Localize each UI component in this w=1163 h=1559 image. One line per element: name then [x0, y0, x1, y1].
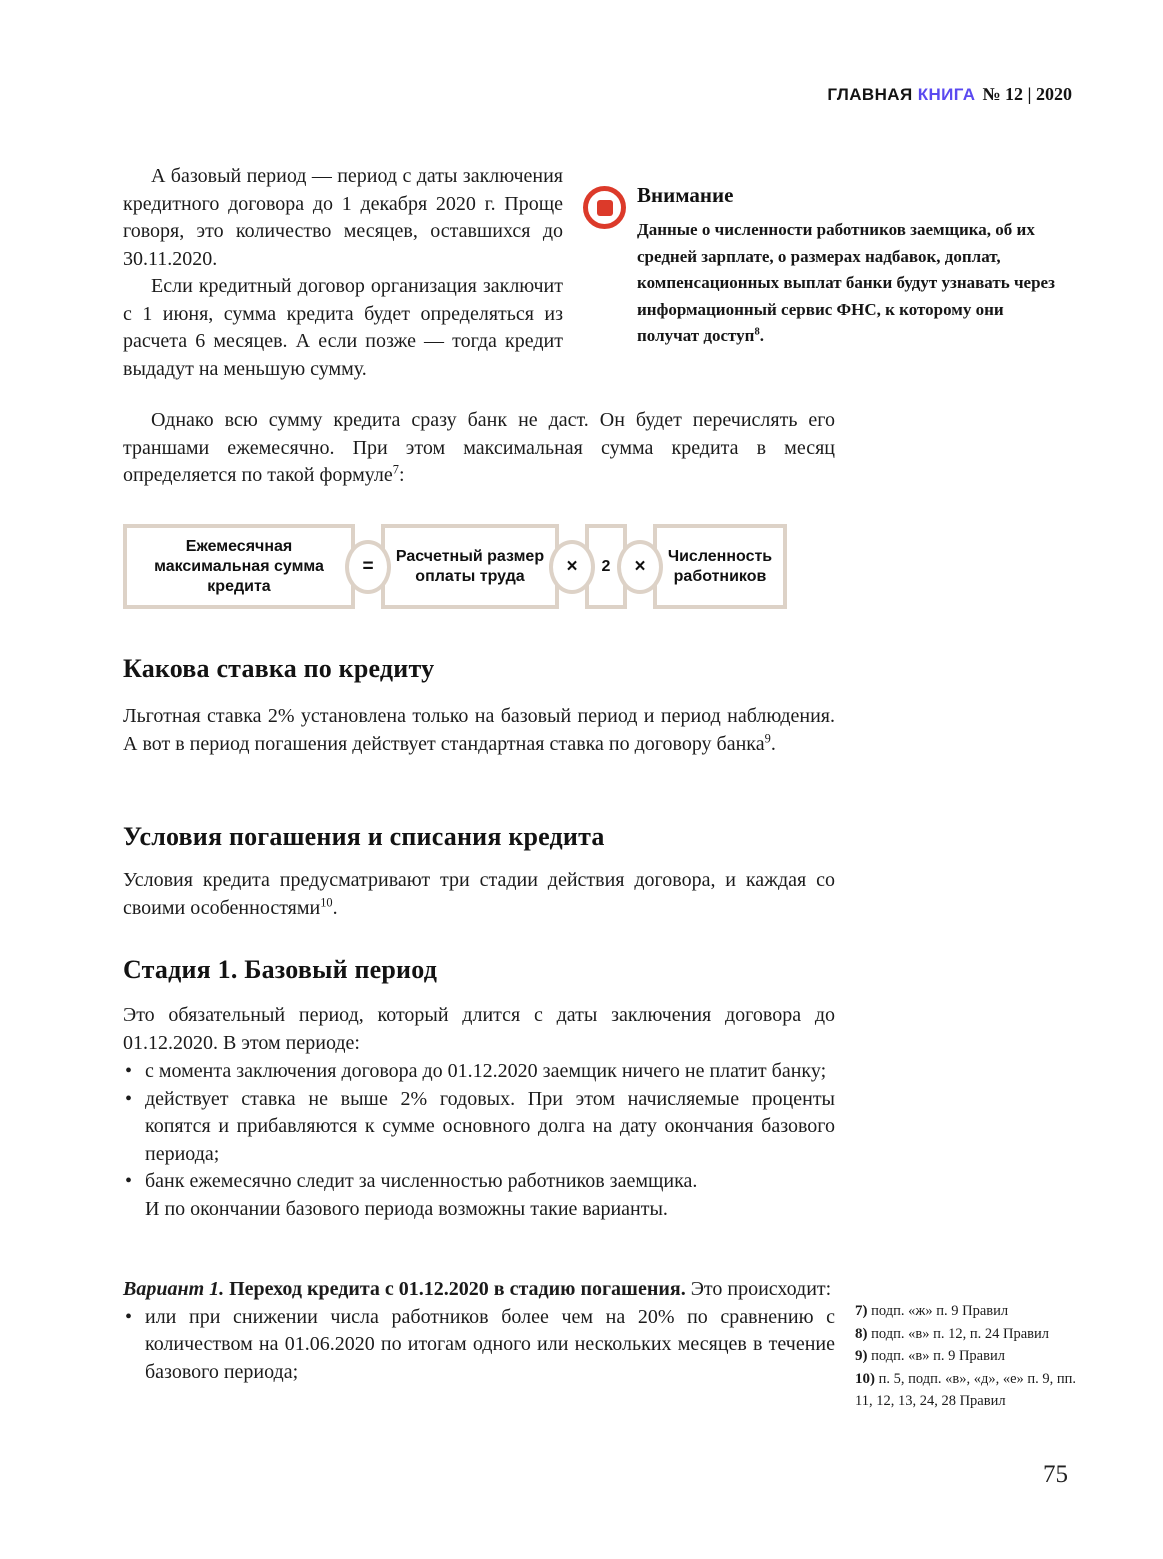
- variant1-title: Переход кредита с 01.12.2020 в стадию погашения.: [224, 1278, 686, 1300]
- bullet-item: [123, 1086, 835, 1169]
- masthead-brand-accent: КНИГА: [917, 85, 976, 104]
- bullet-tail-text: И по окончании базового периода возможны такие варианты.: [145, 1197, 668, 1220]
- heading-terms: Условия погашения и списания кредита: [123, 822, 605, 851]
- formula-box-headcount: Численность работников: [653, 524, 787, 609]
- footnotes: [855, 1300, 1090, 1413]
- intro-paragraph-2: Если кредитный договор организация заключит с 1 июня, сумма кредита будет определяться из расчета 6 месяцев. А если позже — тогда кредит выдадут на меньшую сумму.: [123, 275, 563, 380]
- formula-box-result: Ежемесячная максимальная сумма кредита: [123, 524, 355, 609]
- footnote-text: подп. «в» п. 9 Правил: [867, 1348, 1005, 1364]
- heading-stage1: Стадия 1. Базовый период: [123, 955, 438, 984]
- bullet-tail: [123, 1196, 835, 1224]
- attention-title: Внимание: [637, 183, 734, 207]
- bullet-icon: •: [125, 1060, 133, 1082]
- attention-body: [637, 217, 1061, 350]
- intro-paragraph-1: А базовый период — период с даты заключения кредитного договора до 1 декабря 2020 г. Проще говоря, это количество месяцев, оставшихся до 30.11.2020.: [123, 165, 563, 270]
- footnote-number: 8): [855, 1325, 868, 1342]
- attention-content: [637, 183, 1061, 350]
- footnote-text: п. 5, подп. «в», «д», «е» п. 9, пп. 11, 12, 13, 24, 28 Правил: [855, 1370, 1077, 1409]
- equals-icon: =: [345, 540, 391, 594]
- bullet-item: [123, 1058, 835, 1086]
- bullet-text: с момента заключения договора до 01.12.2020 заемщик ничего не платит банку;: [145, 1060, 827, 1082]
- formula-box-pay-size: Расчетный размер оплаты труда: [381, 524, 559, 609]
- footnote-number: 9): [855, 1348, 868, 1364]
- footnote-ref-10: 10: [320, 894, 333, 909]
- heading-rate: Какова ставка по кредиту: [123, 654, 435, 683]
- footnote-10: [855, 1368, 1090, 1413]
- footnote-text: подп. «ж» п. 9 Правил: [867, 1303, 1009, 1319]
- variant1-lead-text: Это происходит:: [685, 1278, 832, 1300]
- multiply-icon-2: ×: [617, 540, 663, 594]
- attention-icon: [583, 186, 626, 229]
- multiply-icon-1: ×: [549, 540, 595, 594]
- rate-paragraph-text: Льготная ставка 2% установлена только на базовый период и период наблюдения. А вот в период погашения действует стандартная ставка по договору банка: [123, 705, 835, 755]
- rate-paragraph-tail: .: [770, 732, 776, 755]
- lead-paragraph: [123, 407, 835, 490]
- attention-note: [583, 183, 1061, 350]
- variant1-label: Вариант 1.: [123, 1278, 225, 1300]
- credit-formula: [123, 524, 787, 609]
- footnote-ref-8: 8: [754, 326, 760, 338]
- terms-paragraph-tail: .: [332, 896, 338, 919]
- footnote-7: [855, 1300, 1090, 1323]
- attention-icon-square: [597, 200, 613, 216]
- bullet-text: или при снижении числа работников более чем на 20% по сравнению с количеством на 01.06.2020 по итогам одного или нескольких месяцев в течение базового периода;: [145, 1305, 835, 1383]
- masthead-issue: № 12 | 2020: [982, 84, 1072, 104]
- terms-paragraph: [123, 867, 835, 922]
- footnote-ref-7: 7: [392, 462, 399, 477]
- footnote-ref-9: 9: [764, 730, 771, 745]
- bullet-icon: •: [125, 1170, 133, 1192]
- stage1-bullet-list: [123, 1058, 835, 1223]
- bullet-item: [123, 1168, 835, 1196]
- attention-body-text: Данные о численности работников заемщика, об их средней зарплате, о размерах надбавок, доплат, компенсационных выплат банки будут узнавать через информационный сервис ФНС, к которому они получат доступ: [637, 220, 1055, 345]
- page-number: 75: [1043, 1461, 1068, 1488]
- lead-paragraph-text: Однако всю сумму кредита сразу банк не даст. Он будет перечислять его траншами ежемесячно. При этом максимальная сумма кредита в месяц определяется по такой формуле: [123, 409, 835, 486]
- variant1-lead: [123, 1276, 835, 1304]
- stage1-intro: Это обязательный период, который длится с даты заключения договора до 01.12.2020. В этом периоде:: [123, 1004, 835, 1054]
- footnote-8: [855, 1323, 1090, 1346]
- masthead-brand-black: ГЛАВНАЯ: [827, 85, 913, 104]
- footnote-number: 7): [855, 1303, 868, 1319]
- bullet-text: действует ставка не выше 2% годовых. При этом начисляемые проценты копятся и прибавляются к сумме основного долга на дату окончания базового периода;: [145, 1087, 835, 1165]
- formula-box-two: 2: [585, 524, 627, 609]
- terms-paragraph-text: Условия кредита предусматривают три стадии действия договора, и каждая со своими особенностями: [123, 869, 835, 919]
- bullet-item: [123, 1304, 835, 1387]
- bullet-icon: •: [125, 1087, 133, 1110]
- lead-paragraph-tail: :: [398, 464, 405, 486]
- bullet-icon: •: [125, 1305, 133, 1328]
- bullet-text: банк ежемесячно следит за численностью работников заемщика.: [145, 1170, 698, 1192]
- footnote-text: подп. «в» п. 12, п. 24 Правил: [867, 1325, 1049, 1342]
- rate-paragraph: [123, 703, 835, 758]
- intro-column: [123, 163, 563, 383]
- variant1-block: [123, 1276, 835, 1386]
- footnote-9: [855, 1345, 1090, 1368]
- footnote-number: 10): [855, 1370, 875, 1387]
- masthead: [827, 84, 1072, 105]
- attention-body-tail: .: [759, 326, 764, 345]
